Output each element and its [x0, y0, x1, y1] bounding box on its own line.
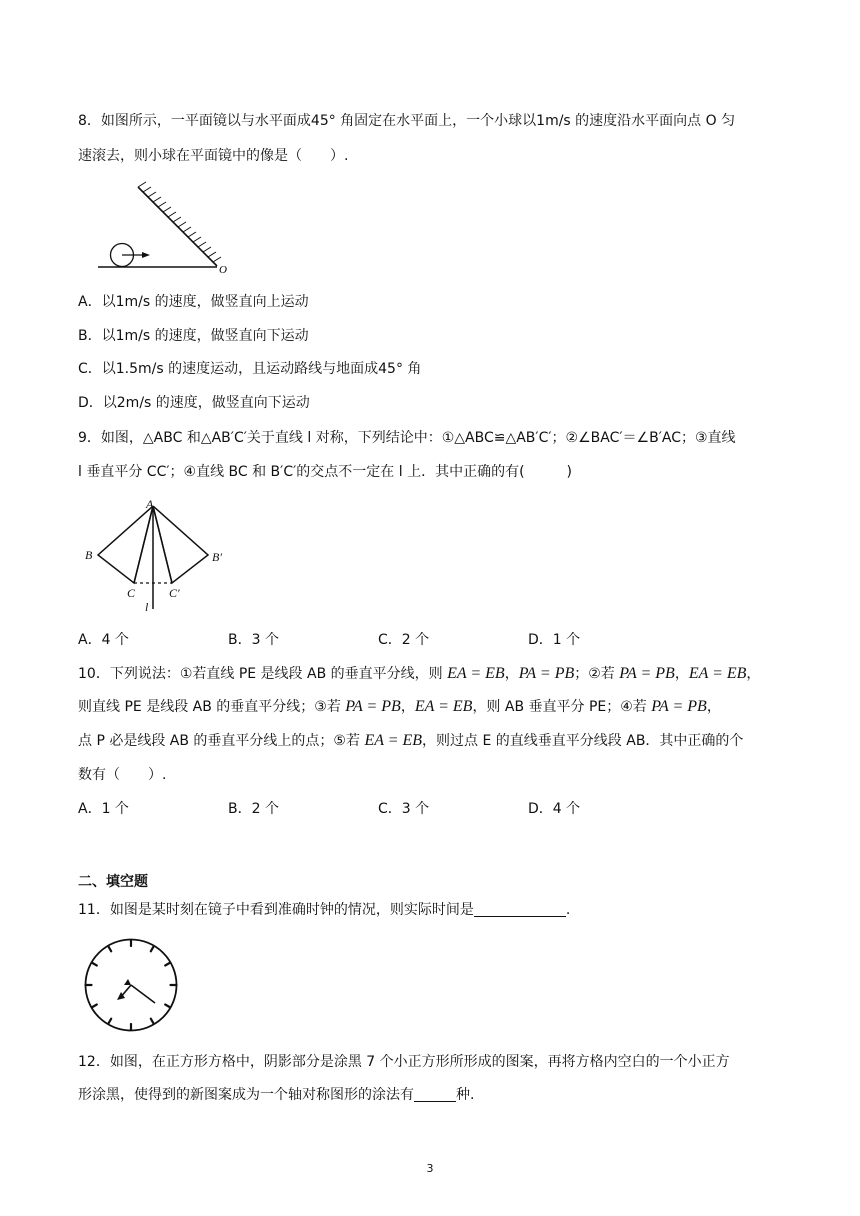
- q11-clock-figure: [80, 936, 184, 1036]
- q10-option-c: C．3 个: [378, 801, 430, 817]
- q8-option-c: C．以1.5m/s 的速度运动，且运动路线与地面成45° 角: [78, 361, 422, 377]
- q11-line: 11．如图是某时刻在镜子中看到准确时钟的情况，则实际时间是 .: [78, 902, 571, 918]
- q9-option-c: C．2 个: [378, 632, 430, 648]
- q8-line1: 8．如图所示，一平面镜以与水平面成45° 角固定在水平面上，一个小球以1m/s 的速度沿水平面向点 O 匀: [78, 113, 736, 129]
- q9-option-b: B．3 个: [228, 632, 279, 648]
- q8-point-o-label: O: [219, 264, 227, 276]
- q9-label-a: A: [146, 497, 154, 511]
- q11-answer-blank: [474, 900, 566, 917]
- q10-line3: 点 P 必是线段 AB 的垂直平分线上的点；⑤若 EA = EB，则过点 E 的直线垂直平分线段 AB．其中正确的个: [78, 732, 744, 749]
- q10-line4: 数有（ ）.: [78, 767, 167, 783]
- q9-option-a: A．4 个: [78, 632, 129, 648]
- page-number: 3: [426, 1162, 434, 1175]
- q12-answer-blank: [414, 1085, 456, 1102]
- q9-line2: l 垂直平分 CC′；④直线 BC 和 B′C′的交点不一定在 l 上．其中正确的有( ): [78, 464, 573, 480]
- q10-line2: 则直线 PE 是线段 AB 的垂直平分线；③若 PA = PB，EA = EB，则 AB 垂直平分 PE；④若 PA = PB，: [78, 698, 721, 715]
- q9-symmetry-figure: [80, 497, 240, 615]
- q8-option-d: D．以2m/s 的速度，做竖直向下运动: [78, 395, 310, 411]
- q9-label-l: l: [145, 600, 149, 614]
- q9-label-b: B: [85, 548, 93, 562]
- q8-line2: 速滚去，则小球在平面镜中的像是（ ）.: [78, 148, 349, 164]
- q9-option-d: D．1 个: [528, 632, 581, 648]
- q10-option-d: D．4 个: [528, 801, 581, 817]
- q8-mirror-figure: [92, 180, 242, 275]
- q8-option-b: B．以1m/s 的速度，做竖直向下运动: [78, 328, 309, 344]
- q8-option-a: A．以1m/s 的速度，做竖直向上运动: [78, 294, 309, 310]
- q10-line1: 10．下列说法：①若直线 PE 是线段 AB 的垂直平分线，则 EA = EB，PA = PB；②若 PA = PB，EA = EB，: [78, 665, 761, 682]
- q12-line2: 形涂黑，使得到的新图案成为一个轴对称图形的涂法有 种.: [78, 1087, 475, 1103]
- q9-label-c: C: [127, 586, 136, 600]
- q10-option-a: A．1 个: [78, 801, 129, 817]
- section-heading-fill-in: 二、填空题: [78, 874, 148, 890]
- q9-label-b-prime: B′: [212, 550, 222, 564]
- q9-line1: 9．如图，△ABC 和△AB′C′关于直线 l 对称，下列结论中：①△ABC≌△AB′C′；②∠BAC′＝∠B′AC；③直线: [78, 430, 736, 446]
- q9-label-c-prime: C′: [169, 586, 180, 600]
- q10-option-b: B．2 个: [228, 801, 279, 817]
- q12-line1: 12．如图，在正方形方格中，阴影部分是涂黑 7 个小正方形所形成的图案，再将方格内空白的一个小正方: [78, 1054, 730, 1070]
